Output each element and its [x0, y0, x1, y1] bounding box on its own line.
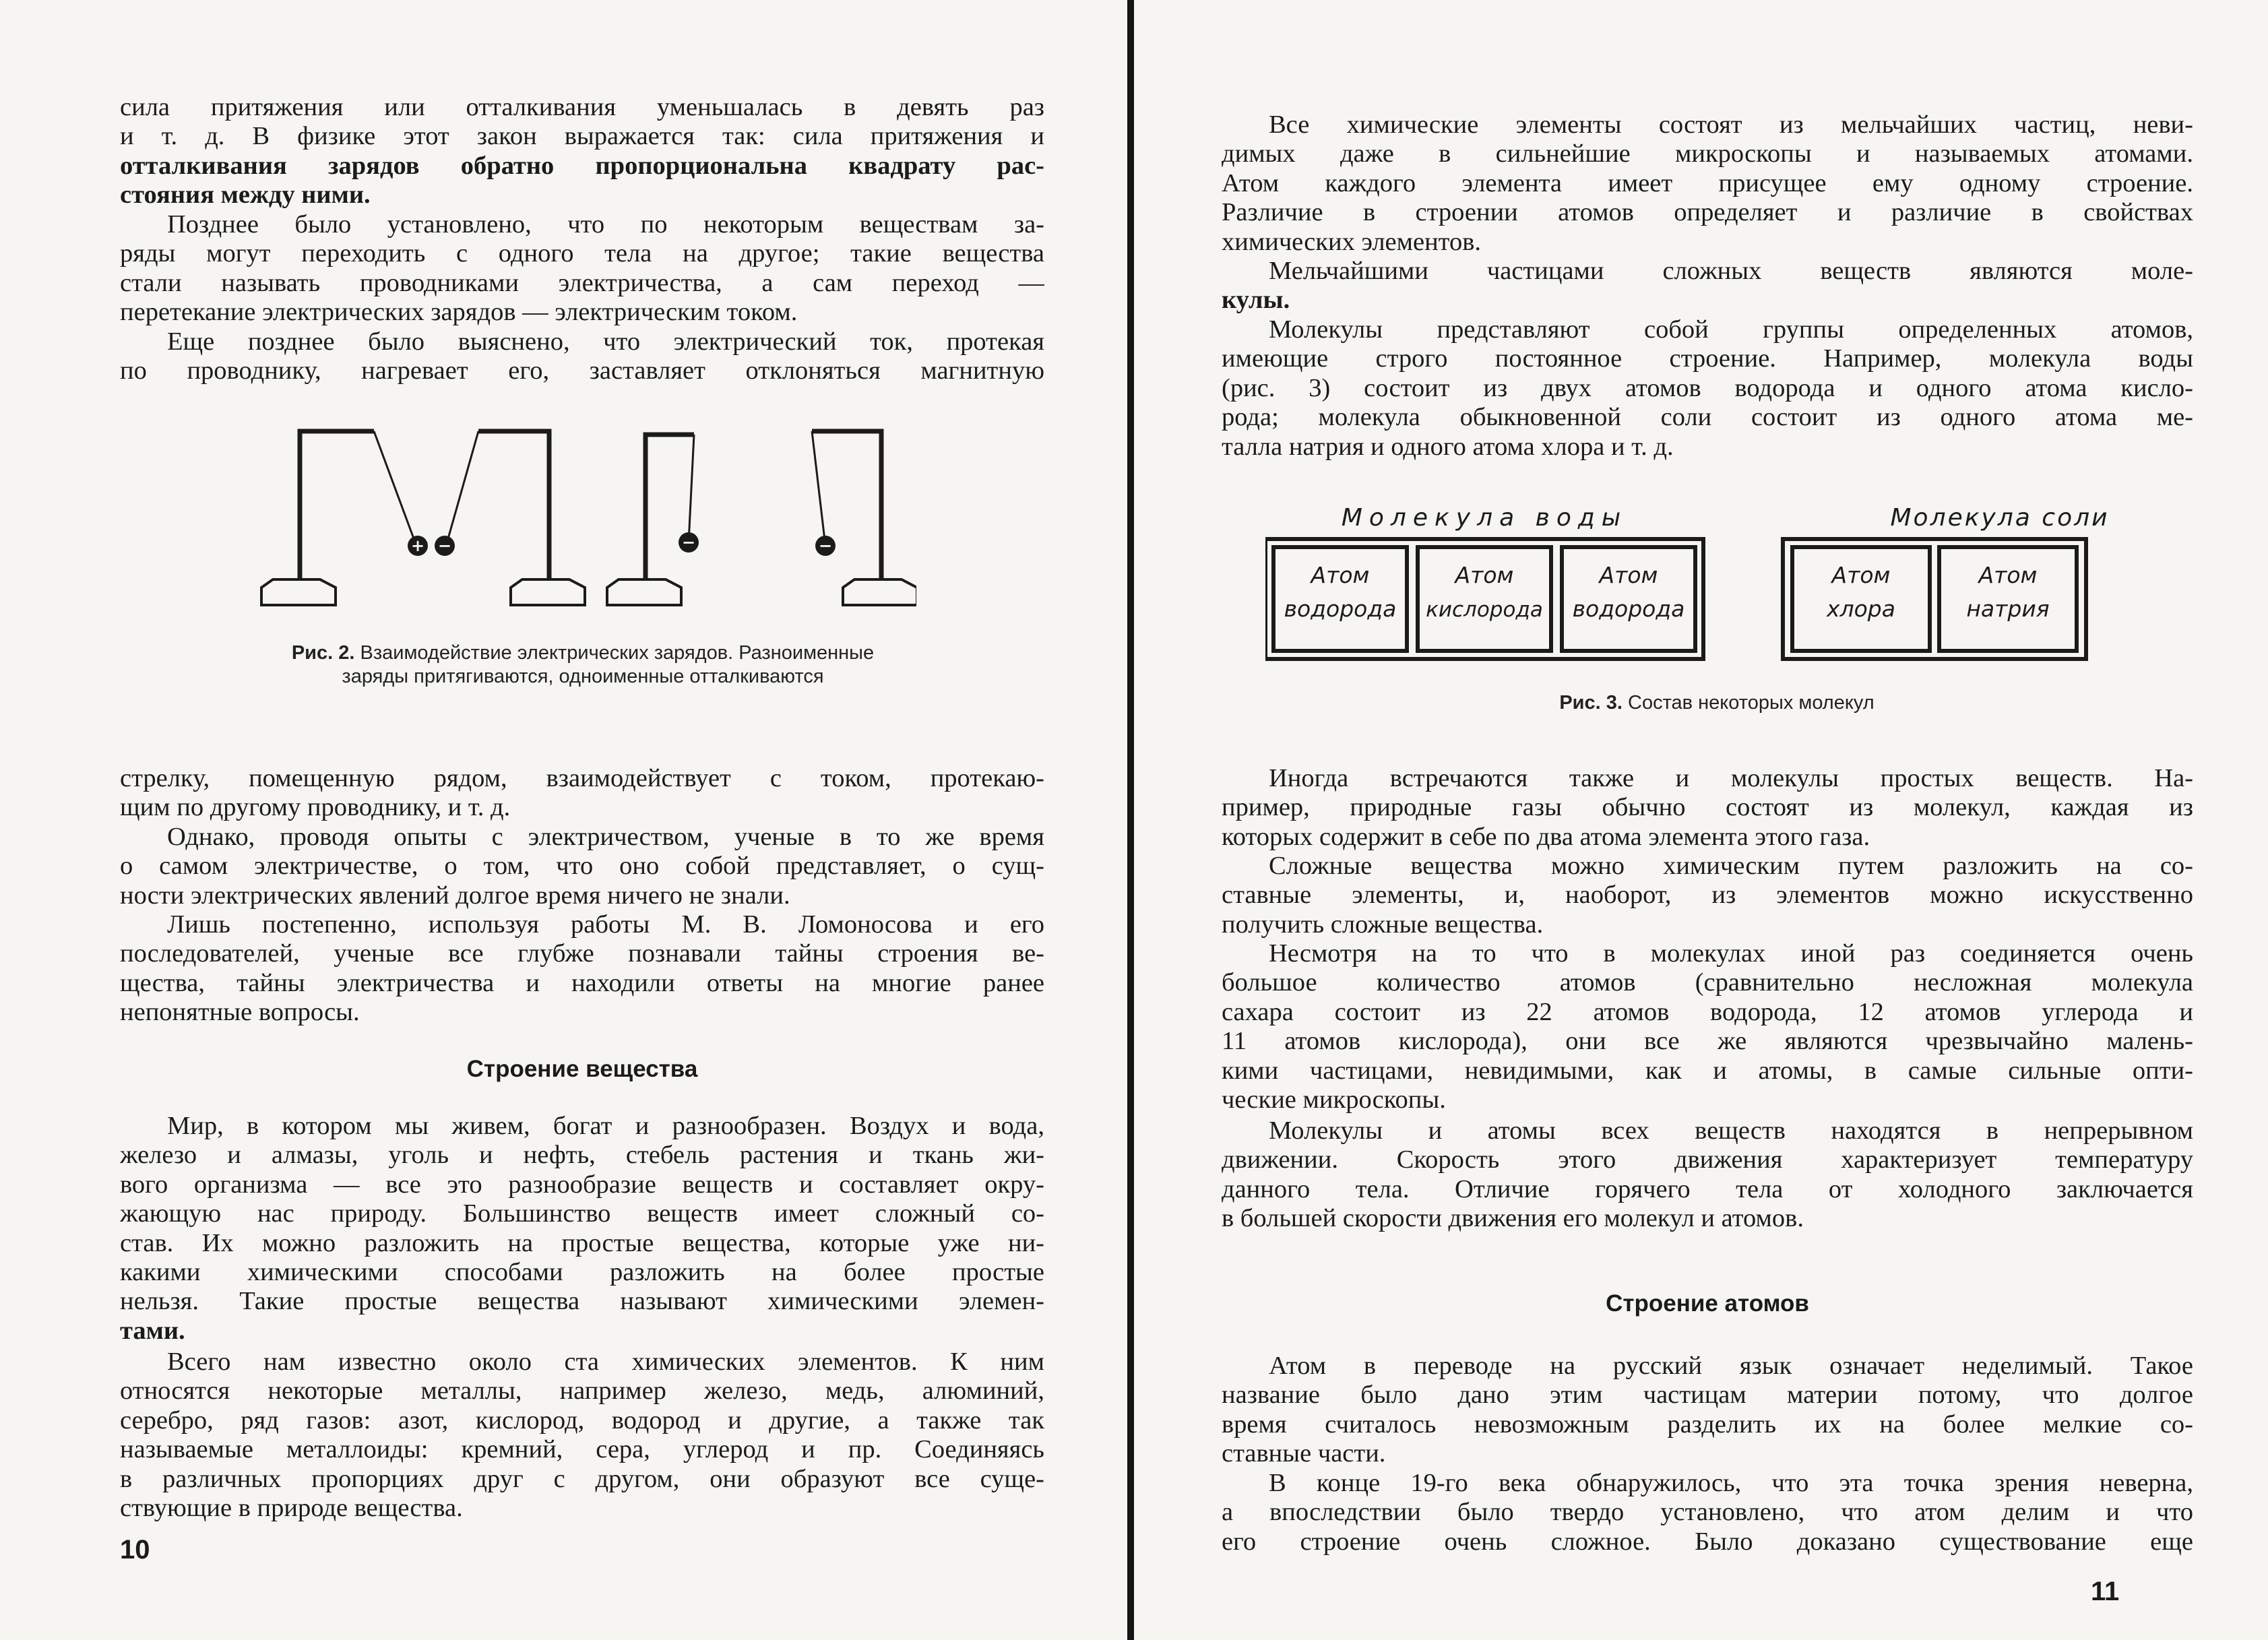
text-line: Молекулы и атомы всех веществ находятся в непрерывном: [1269, 1116, 2193, 1145]
text-line: пример, природные газы обычно состоят из молекул, каждая из: [1222, 793, 2193, 822]
paragraph: [1222, 1469, 2193, 1556]
paragraph: [1222, 939, 2193, 1114]
caption-label: Рис. 3.: [1559, 692, 1623, 714]
atom-label: натрия: [1966, 596, 2050, 622]
right-page: [1134, 0, 2268, 1640]
text-line: стояния между ними.: [120, 181, 371, 210]
text-line: кулы.: [1222, 286, 1290, 315]
paragraph: [120, 764, 1044, 823]
text-line: Сложные вещества можно химическим путем разложить на со-: [1269, 852, 2193, 880]
text-line: став. Их можно разложить на простые вещества, которые уже ни-: [120, 1228, 1044, 1257]
paragraph: [120, 1348, 1044, 1523]
text-line: отталкивания зарядов обратно пропорциональна квадрату рас-: [120, 151, 1044, 180]
text-line: Позднее было установлено, что по некоторым веществам за-: [167, 210, 1044, 239]
text-line: сахара состоит из 22 атомов водорода, 12 атомов углерода и: [1222, 997, 2193, 1026]
text-line: Однако, проводя опыты с электричеством, ученые в то же время: [167, 823, 1044, 851]
text-line: кими частицами, невидимыми, как и атомы, в самые сильные опти-: [1222, 1056, 2193, 1085]
paragraph: [1222, 315, 2193, 462]
figure-2-caption: [259, 641, 906, 689]
text-line: Молекулы представляют собой группы определенных атомов,: [1269, 315, 2193, 344]
paragraph: [1222, 1116, 2193, 1234]
text-line: последователей, ученые все глубже познавали тайны строения ве-: [120, 939, 1044, 968]
paragraph: [1222, 1352, 2193, 1469]
text-line: получить сложные вещества.: [1222, 910, 1544, 939]
text-line: которых содержит в себе по два атома элемента этого газа.: [1222, 822, 1870, 851]
text-line: 11 атомов кислорода), они все же являются чрезвычайно малень-: [1222, 1027, 2193, 1056]
text-line: сила притяжения или отталкивания уменьшалась в девять раз: [120, 93, 1044, 121]
paragraph: [1222, 111, 2193, 257]
paragraph: [1222, 852, 2193, 939]
text-line: тами.: [120, 1316, 185, 1345]
figure-3-caption: [1397, 691, 2037, 715]
text-line: перетекание электрических зарядов — электрическим током.: [120, 298, 798, 327]
text-line: в большей скорости движения его молекул и атомов.: [1222, 1204, 1804, 1233]
text-line: по проводнику, нагревает его, заставляет отклоняться магнитную: [120, 356, 1044, 385]
text-line: железо и алмазы, уголь и нефть, стебель растения и ткань жи-: [120, 1141, 1044, 1170]
page-number: 11: [2091, 1577, 2120, 1606]
atom-label: водорода: [1284, 596, 1397, 622]
atom-label: Атом: [1831, 562, 1891, 588]
text-line: Несмотря на то что в молекулах иной раз соединяется очень: [1269, 939, 2193, 968]
salt-molecule-title: Молекула соли: [1890, 504, 2110, 532]
text-line: ряды могут переходить с одного тела на другое; такие вещества: [120, 239, 1044, 268]
text-line: ставные элементы, и, наоборот, из элементов можно искусственно: [1222, 881, 2193, 910]
text-line: рода; молекула обыкновенной соли состоит из одного атома ме-: [1222, 403, 2193, 432]
text-line: димых даже в сильнейшие микроскопы и называемых атомами.: [1222, 139, 2193, 168]
water-molecule-title: Молекула воды: [1341, 504, 1628, 532]
text-line: вого организма — все это разнообразие веществ и составляет окру-: [120, 1170, 1044, 1199]
text-line: Иногда встречаются также и молекулы простых веществ. На-: [1269, 764, 2193, 792]
paragraph: [120, 327, 1044, 386]
caption-text: Состав некоторых молекул: [1628, 692, 1875, 714]
text-line: нельзя. Такие простые вещества называют химическими элемен-: [120, 1287, 1044, 1316]
text-line: ческие микроскопы.: [1222, 1085, 1446, 1114]
atom-label: Атом: [1599, 562, 1658, 588]
text-line: имеющие строго постоянное строение. Например, молекула воды: [1222, 344, 2193, 373]
paragraph: [1222, 257, 2193, 315]
text-line: Все химические элементы состоят из мельчайших частиц, неви-: [1269, 111, 2193, 139]
text-line: о самом электричестве, о том, что оно собой представляет, о сущ-: [120, 852, 1044, 881]
text-line: его строение очень сложное. Было доказано существование еще: [1222, 1527, 2193, 1556]
text-line: (рис. 3) состоит из двух атомов водорода и одного атома кисло-: [1222, 373, 2193, 402]
text-line: талла натрия и одного атома хлора и т. д.: [1222, 432, 1674, 461]
text-line: данного тела. Отличие горячего тела от холодного заключается: [1222, 1174, 2193, 1203]
text-line: щества, тайны электричества и находили ответы на многие ранее: [120, 968, 1044, 997]
text-line: называемые металлоиды: кремний, сера, углерод и пр. Соединяясь: [120, 1435, 1044, 1464]
text-line: В конце 19-го века обнаружилось, что эта точка зрения неверна,: [1269, 1469, 2193, 1497]
text-line: Мельчайшими частицами сложных веществ являются моле-: [1269, 257, 2193, 285]
text-line: ствующие в природе вещества.: [120, 1493, 463, 1522]
text-line: Лишь постепенно, используя работы М. В. Ломоносова и его: [167, 910, 1044, 939]
atom-label: Атом: [1978, 562, 2038, 588]
charge-sign: −: [818, 536, 833, 555]
paragraph: [120, 1112, 1044, 1346]
text-line: жающую нас природу. Большинство веществ имеет сложный со-: [120, 1199, 1044, 1228]
text-line: стрелку, помещенную рядом, взаимодействует с током, протекаю-: [120, 764, 1044, 792]
text-line: а впоследствии было твердо установлено, что атом делим и что: [1222, 1498, 2193, 1527]
book-spine: [1127, 0, 1134, 1640]
text-line: время считалось невозможным разделить их на более мелкие со-: [1222, 1410, 2193, 1439]
charge-sign: +: [410, 536, 425, 555]
text-line: большое количество атомов (сравнительно несложная молекула: [1222, 968, 2193, 997]
text-line: химических элементов.: [1222, 227, 1482, 256]
paragraph: [120, 210, 1044, 327]
charge-sign: −: [681, 533, 696, 552]
section-heading: Строение вещества: [466, 1056, 698, 1082]
text-line: какими химическими способами разложить на более простые: [120, 1257, 1044, 1286]
text-line: ности электрических явлений долгое время ничего не знали.: [120, 881, 790, 910]
caption-label: Рис. 2.: [291, 642, 355, 664]
text-line: Мир, в котором мы живем, богат и разнообразен. Воздух и вода,: [167, 1112, 1044, 1140]
atom-label: кислорода: [1426, 598, 1543, 622]
text-line: Атом в переводе на русский язык означает неделимый. Такое: [1269, 1352, 2193, 1380]
text-line: серебро, ряд газов: азот, кислород, водород и другие, а также так: [120, 1406, 1044, 1434]
text-line: Различие в строении атомов определяет и различие в свойствах: [1222, 198, 2193, 227]
text-line: Еще позднее было выяснено, что электрический ток, протекая: [167, 327, 1044, 356]
caption-text: Взаимодействие электрических зарядов. Разноименные заряды притягиваются, одноименные отталкиваются: [342, 642, 875, 687]
text-line: стали называть проводниками электричества, а сам переход —: [120, 268, 1044, 297]
atom-label: Атом: [1311, 562, 1370, 588]
text-line: название было дано этим частицам материи потому, что долгое: [1222, 1381, 2193, 1410]
text-line: ставные части.: [1222, 1439, 1386, 1468]
text-line: в различных пропорциях друг с другом, они образуют все суще-: [120, 1464, 1044, 1493]
text-line: движении. Скорость этого движения характеризует температуру: [1222, 1145, 2193, 1174]
section-heading: Строение атомов: [1606, 1290, 1809, 1317]
text-line: Атом каждого элемента имеет присущее ему одному строение.: [1222, 168, 2193, 197]
figure-3-molecules-diagram: [1265, 499, 2168, 667]
text-line: Всего нам известно около ста химических элементов. К ним: [167, 1348, 1044, 1376]
page-number: 10: [120, 1535, 150, 1565]
atom-label: Атом: [1455, 562, 1514, 588]
atom-label: хлора: [1827, 596, 1895, 622]
atom-label: водорода: [1572, 596, 1685, 622]
paragraph: [120, 823, 1044, 910]
text-line: непонятные вопросы.: [120, 998, 360, 1027]
figure-2-charges-diagram: [256, 418, 916, 620]
paragraph: [120, 93, 1044, 210]
text-line: относятся некоторые металлы, например железо, медь, алюминий,: [120, 1377, 1044, 1406]
text-line: щим по другому проводнику, и т. д.: [120, 793, 511, 822]
paragraph: [120, 910, 1044, 1028]
charge-sign: −: [437, 536, 452, 555]
paragraph: [1222, 764, 2193, 852]
text-line: и т. д. В физике этот закон выражается так: сила притяжения и: [120, 122, 1044, 151]
